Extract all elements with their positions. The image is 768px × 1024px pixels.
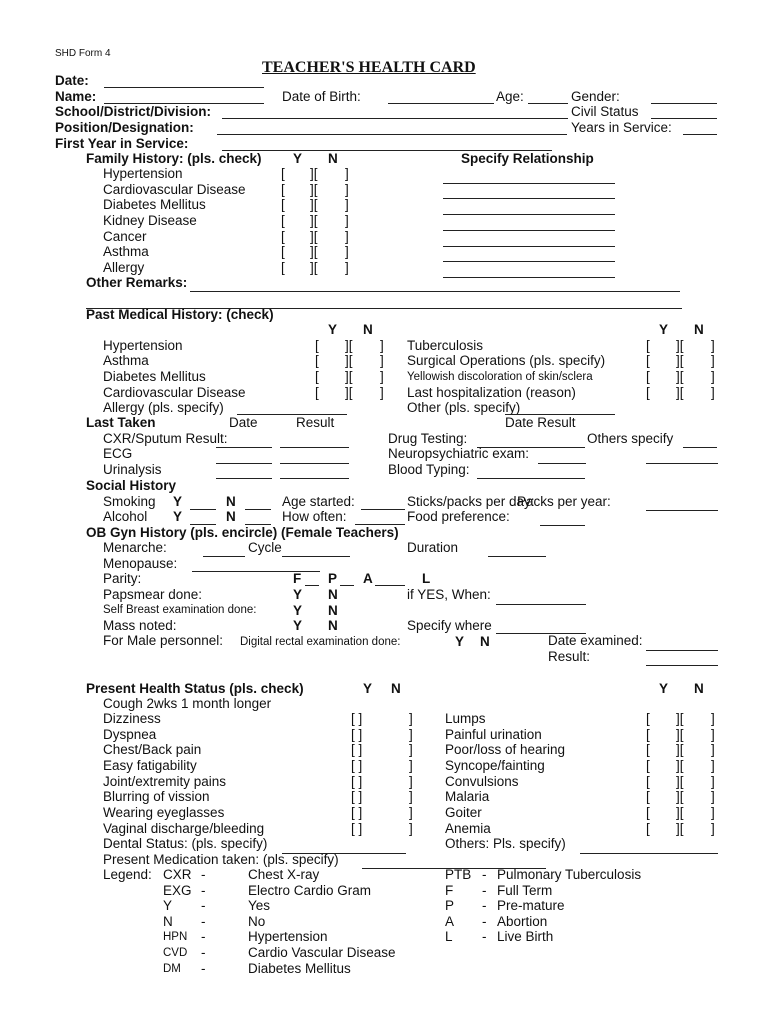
checkbox-mid[interactable]: ][ <box>345 353 353 368</box>
relationship-field[interactable] <box>443 277 615 278</box>
family-y-header: Y <box>293 151 303 166</box>
mass-n[interactable]: N <box>328 618 338 633</box>
legend-abbr: A <box>445 914 455 929</box>
past-n-header: N <box>363 322 373 337</box>
checkbox-open[interactable]: [ <box>646 805 650 820</box>
cycle-label: Cycle <box>248 540 282 555</box>
checkbox-open[interactable]: [ <box>646 727 650 742</box>
menarche-field[interactable] <box>203 556 245 557</box>
others-field-2[interactable] <box>646 463 718 464</box>
others-specify-label: Others specify <box>587 431 674 446</box>
checkbox-open[interactable]: [ <box>281 244 285 259</box>
legend-dash: - <box>201 898 206 913</box>
legend-abbr: L <box>445 929 453 944</box>
checkbox-mid[interactable]: ][ <box>310 197 318 212</box>
checkbox-y[interactable]: [ ] <box>351 727 363 742</box>
family-item: Asthma <box>103 244 149 259</box>
parity-a-field[interactable] <box>375 585 405 586</box>
present-item-right: Anemia <box>445 821 491 836</box>
dental-status-label: Dental Status: (pls. specify) <box>103 836 268 851</box>
family-specify-header: Specify Relationship <box>461 151 594 166</box>
parity-l[interactable]: L <box>422 571 431 586</box>
last-taken-item: Urinalysis <box>103 462 162 477</box>
checkbox-close[interactable]: ] <box>711 369 715 384</box>
dob-field[interactable] <box>388 103 494 104</box>
checkbox-y[interactable]: [ ] <box>351 711 363 726</box>
if-yes-field[interactable] <box>496 604 586 605</box>
legend-def: Pre-mature <box>497 898 565 913</box>
self-breast-n[interactable]: N <box>328 603 338 618</box>
present-item-right: Poor/loss of hearing <box>445 742 566 757</box>
self-breast-label: Self Breast examination done: <box>103 604 257 616</box>
menarche-label: Menarche: <box>103 540 167 555</box>
present-item: Wearing eyeglasses <box>103 805 225 820</box>
papsmear-label: Papsmear done: <box>103 587 203 602</box>
legend-dash: - <box>201 961 206 976</box>
checkbox-close[interactable]: ] <box>711 742 715 757</box>
alcohol-label: Alcohol <box>103 509 148 524</box>
papsmear-n[interactable]: N <box>328 587 338 602</box>
checkbox-y[interactable]: [ ] <box>351 821 363 836</box>
last-taken-date-header: Date <box>229 415 258 430</box>
checkbox-mid[interactable]: ][ <box>676 742 684 757</box>
checkbox-close[interactable]: ] <box>380 338 384 353</box>
legend-dash: - <box>482 914 487 929</box>
checkbox-open[interactable]: [ <box>646 742 650 757</box>
papsmear-y[interactable]: Y <box>293 587 303 602</box>
family-n-header: N <box>328 151 338 166</box>
present-item-right: Painful urination <box>445 727 542 742</box>
legend-dash: - <box>482 867 487 882</box>
duration-label: Duration <box>407 540 459 555</box>
parity-p[interactable]: P <box>328 571 338 586</box>
checkbox-close[interactable]: ] <box>711 821 715 836</box>
present-item: Dyspnea <box>103 727 157 742</box>
checkbox-y[interactable]: [ ] <box>351 805 363 820</box>
present-y-header: Y <box>363 681 373 696</box>
present-item-right: Goiter <box>445 805 482 820</box>
checkbox-close[interactable]: ] <box>409 821 413 836</box>
relationship-field[interactable] <box>443 230 615 231</box>
checkbox-close[interactable]: ] <box>345 166 349 181</box>
medication-label: Present Medication taken: (pls. specify) <box>103 852 339 867</box>
present-item-right: Lumps <box>445 711 486 726</box>
legend-abbr: Y <box>163 898 173 913</box>
legend-abbr: PTB <box>445 867 472 882</box>
legend-def: Diabetes Mellitus <box>248 961 351 976</box>
checkbox-open[interactable]: [ <box>281 229 285 244</box>
checkbox-open[interactable]: [ <box>646 385 650 400</box>
legend-abbr: CXR <box>163 867 192 882</box>
mass-noted-label: Mass noted: <box>103 618 177 633</box>
mass-y[interactable]: Y <box>293 618 303 633</box>
checkbox-close[interactable]: ] <box>711 338 715 353</box>
checkbox-mid[interactable]: ][ <box>310 182 318 197</box>
relationship-field[interactable] <box>443 246 615 247</box>
checkbox-open[interactable]: [ <box>646 821 650 836</box>
checkbox-close[interactable]: ] <box>409 711 413 726</box>
specify-where-label: Specify where <box>407 618 492 633</box>
checkbox-y[interactable]: [ ] <box>351 758 363 773</box>
past-item-right: Last hospitalization (reason) <box>407 385 576 400</box>
checkbox-open[interactable]: [ <box>646 711 650 726</box>
school-label: School/District/Division: <box>55 104 212 119</box>
checkbox-close[interactable]: ] <box>711 789 715 804</box>
family-item: Cardiovascular Disease <box>103 182 246 197</box>
checkbox-close[interactable]: ] <box>345 229 349 244</box>
legend-def: Full Term <box>497 883 553 898</box>
past-item: Allergy (pls. specify) <box>103 400 224 415</box>
last-taken-date-result-right: Date Result <box>505 415 576 430</box>
smoking-y-field[interactable] <box>190 509 216 510</box>
sticks-per-day-label: Sticks/packs per day: <box>407 494 535 509</box>
past-item-right: Yellowish discoloration of skin/sclera <box>407 371 593 383</box>
checkbox-open[interactable]: [ <box>281 197 285 212</box>
checkbox-close[interactable]: ] <box>711 774 715 789</box>
checkbox-close[interactable]: ] <box>409 774 413 789</box>
food-pref-label: Food preference: <box>407 509 510 524</box>
legend-def: Yes <box>248 898 271 913</box>
past-history-heading: Past Medical History: (check) <box>86 307 274 322</box>
checkbox-mid[interactable]: ][ <box>676 758 684 773</box>
checkbox-close[interactable]: ] <box>409 758 413 773</box>
form-id: SHD Form 4 <box>55 48 111 59</box>
packs-per-year-label: Packs per year: <box>517 494 611 509</box>
present-heading: Present Health Status (pls. check) <box>86 681 304 696</box>
past-n-header-right: N <box>694 322 704 337</box>
social-history-heading: Social History <box>86 478 177 493</box>
drug-testing-label: Drug Testing: <box>388 431 468 446</box>
legend-abbr: P <box>445 898 455 913</box>
checkbox-mid[interactable]: ][ <box>676 711 684 726</box>
checkbox-mid[interactable]: ][ <box>345 338 353 353</box>
legend-abbr: CVD <box>163 947 188 959</box>
checkbox-close[interactable]: ] <box>409 805 413 820</box>
present-item-right: Convulsions <box>445 774 519 789</box>
checkbox-mid[interactable]: ][ <box>310 213 318 228</box>
dre-label: Digital rectal examination done: <box>240 636 401 648</box>
checkbox-mid[interactable]: ][ <box>676 385 684 400</box>
legend-dash: - <box>201 929 206 944</box>
legend-def: Live Birth <box>497 929 554 944</box>
family-item: Cancer <box>103 229 147 244</box>
dre-result-label: Result: <box>548 649 591 664</box>
obgyn-heading: OB Gyn History (pls. encircle) (Female Teachers) <box>86 525 399 540</box>
present-item-right: Syncope/fainting <box>445 758 545 773</box>
name-label: Name: <box>55 89 97 104</box>
cycle-field[interactable] <box>282 556 350 557</box>
urinalysis-result-field[interactable] <box>280 478 349 479</box>
checkbox-close[interactable]: ] <box>409 742 413 757</box>
checkbox-close[interactable]: ] <box>711 711 715 726</box>
legend-def: No <box>248 914 266 929</box>
neuro-field[interactable] <box>538 463 586 464</box>
urinalysis-date-field[interactable] <box>216 478 272 479</box>
checkbox-open[interactable]: [ <box>646 758 650 773</box>
checkbox-open[interactable]: [ <box>281 260 285 275</box>
age-field[interactable] <box>528 103 568 104</box>
checkbox-mid[interactable]: ][ <box>676 353 684 368</box>
gender-field[interactable] <box>651 103 717 104</box>
family-history-heading: Family History: (pls. check) <box>86 151 262 166</box>
years-field[interactable] <box>683 134 717 135</box>
present-y-header-right: Y <box>659 681 669 696</box>
blood-typing-label: Blood Typing: <box>388 462 470 477</box>
present-item: Joint/extremity pains <box>103 774 227 789</box>
legend-def: Chest X-ray <box>248 867 320 882</box>
duration-field[interactable] <box>488 556 546 557</box>
checkbox-y[interactable]: [ ] <box>351 789 363 804</box>
checkbox-close[interactable]: ] <box>380 353 384 368</box>
present-item: Easy fatigability <box>103 758 197 773</box>
date-examined-label: Date examined: <box>548 633 643 648</box>
if-yes-label: if YES, When: <box>407 587 491 602</box>
last-taken-item: CXR/Sputum Result: <box>103 431 228 446</box>
checkbox-y[interactable]: [ ] <box>351 742 363 757</box>
neuro-label: Neuropsychiatric exam: <box>388 446 530 461</box>
position-label: Position/Designation: <box>55 120 194 135</box>
cxr-result-field[interactable] <box>280 447 349 448</box>
checkbox-close[interactable]: ] <box>711 727 715 742</box>
past-item-right: Tuberculosis <box>407 338 484 353</box>
parity-p-field[interactable] <box>340 585 354 586</box>
checkbox-close[interactable]: ] <box>711 385 715 400</box>
legend-def: Pulmonary Tuberculosis <box>497 867 642 882</box>
checkbox-close[interactable]: ] <box>345 260 349 275</box>
relationship-field[interactable] <box>443 261 615 262</box>
legend-def: Abortion <box>497 914 548 929</box>
parity-f[interactable]: F <box>293 571 302 586</box>
legend-def: Hypertension <box>248 929 328 944</box>
legend-dash: - <box>482 898 487 913</box>
dre-n[interactable]: N <box>480 634 490 649</box>
checkbox-close[interactable]: ] <box>345 197 349 212</box>
past-y-header-right: Y <box>659 322 669 337</box>
last-taken-item: ECG <box>103 446 133 461</box>
checkbox-close[interactable]: ] <box>711 805 715 820</box>
smoking-y[interactable]: Y <box>173 494 183 509</box>
date-label: Date: <box>55 73 89 88</box>
menopause-label: Menopause: <box>103 556 178 571</box>
present-n-header: N <box>391 681 401 696</box>
checkbox-open[interactable]: [ <box>646 338 650 353</box>
checkbox-close[interactable]: ] <box>345 182 349 197</box>
dob-label: Date of Birth: <box>282 89 361 104</box>
family-item: Hypertension <box>103 166 183 181</box>
present-item: Vaginal discharge/bleeding <box>103 821 265 836</box>
last-taken-result-header: Result <box>296 415 335 430</box>
age-started-label: Age started: <box>282 494 355 509</box>
parity-label: Parity: <box>103 571 142 586</box>
legend-abbr: HPN <box>163 931 188 943</box>
position-field[interactable] <box>217 134 567 135</box>
smoking-label: Smoking <box>103 494 156 509</box>
legend-dash: - <box>201 945 206 960</box>
years-label: Years in Service: <box>571 120 672 135</box>
legend-def: Electro Cardio Gram <box>248 883 372 898</box>
relationship-field[interactable] <box>443 214 615 215</box>
blood-typing-field[interactable] <box>477 478 585 479</box>
past-item: Hypertension <box>103 338 183 353</box>
legend-abbr: EXG <box>163 883 192 898</box>
legend-abbr: DM <box>163 963 181 975</box>
checkbox-close[interactable]: ] <box>345 244 349 259</box>
checkbox-mid[interactable]: ][ <box>676 338 684 353</box>
other-remarks-label: Other Remarks: <box>86 275 188 290</box>
ecg-date-field[interactable] <box>216 463 272 464</box>
legend-dash: - <box>482 883 487 898</box>
checkbox-open[interactable]: [ <box>646 774 650 789</box>
family-item: Diabetes Mellitus <box>103 197 206 212</box>
checkbox-mid[interactable]: ][ <box>310 229 318 244</box>
legend-def: Cardio Vascular Disease <box>248 945 396 960</box>
checkbox-open[interactable]: [ <box>315 338 319 353</box>
relationship-field[interactable] <box>443 198 615 199</box>
legend-dash: - <box>201 883 206 898</box>
checkbox-mid[interactable]: ][ <box>345 369 353 384</box>
packs-per-year-field[interactable] <box>646 510 718 511</box>
legend-dash: - <box>201 867 206 882</box>
other-remarks-field[interactable] <box>190 291 680 292</box>
others-present-field[interactable] <box>580 853 718 854</box>
past-y-header: Y <box>328 322 338 337</box>
checkbox-mid[interactable]: ][ <box>676 369 684 384</box>
checkbox-close[interactable]: ] <box>345 213 349 228</box>
male-personnel-label: For Male personnel: <box>103 633 224 648</box>
checkbox-open[interactable]: [ <box>646 369 650 384</box>
checkbox-open[interactable]: [ <box>315 353 319 368</box>
last-taken-heading: Last Taken <box>86 415 156 430</box>
checkbox-open[interactable]: [ <box>646 353 650 368</box>
dre-result-field[interactable] <box>646 665 718 666</box>
checkbox-open[interactable]: [ <box>281 182 285 197</box>
legend-dash: - <box>201 914 206 929</box>
ecg-result-field[interactable] <box>280 463 349 464</box>
present-item-right: Malaria <box>445 789 490 804</box>
civil-status-field[interactable] <box>651 118 717 119</box>
checkbox-mid[interactable]: ][ <box>310 166 318 181</box>
past-item-right: Other (pls. specify) <box>407 400 521 415</box>
school-field[interactable] <box>222 118 568 119</box>
gender-label: Gender: <box>571 89 620 104</box>
legend-dash: - <box>482 929 487 944</box>
relationship-field[interactable] <box>443 183 615 184</box>
checkbox-close[interactable]: ] <box>380 385 384 400</box>
checkbox-open[interactable]: [ <box>646 789 650 804</box>
past-item: Cardiovascular Disease <box>103 385 246 400</box>
past-item: Asthma <box>103 353 149 368</box>
checkbox-close[interactable]: ] <box>409 789 413 804</box>
legend-abbr: F <box>445 883 454 898</box>
checkbox-mid[interactable]: ][ <box>676 821 684 836</box>
family-item: Allergy <box>103 260 145 275</box>
checkbox-open[interactable]: [ <box>281 213 285 228</box>
cxr-date-field[interactable] <box>216 447 272 448</box>
food-pref-field[interactable] <box>540 525 585 526</box>
checkbox-open[interactable]: [ <box>281 166 285 181</box>
alcohol-n[interactable]: N <box>226 509 236 524</box>
checkbox-y[interactable]: [ ] <box>351 774 363 789</box>
checkbox-mid[interactable]: ][ <box>310 244 318 259</box>
how-often-label: How often: <box>282 509 347 524</box>
age-started-field[interactable] <box>361 509 405 510</box>
checkbox-close[interactable]: ] <box>409 727 413 742</box>
smoking-n[interactable]: N <box>226 494 236 509</box>
legend-abbr: N <box>163 914 173 929</box>
page-title: TEACHER'S HEALTH CARD <box>262 59 476 76</box>
checkbox-close[interactable]: ] <box>711 758 715 773</box>
checkbox-mid[interactable]: ][ <box>676 727 684 742</box>
self-breast-y[interactable]: Y <box>293 603 303 618</box>
parity-a[interactable]: A <box>363 571 373 586</box>
date-examined-field[interactable] <box>646 650 718 651</box>
checkbox-mid[interactable]: ][ <box>676 774 684 789</box>
checkbox-open[interactable]: [ <box>315 369 319 384</box>
others-specify-present-label: Others: Pls. specify) <box>445 836 566 851</box>
date-field[interactable] <box>104 87 264 88</box>
checkbox-mid[interactable]: ][ <box>345 385 353 400</box>
present-n-header-right: N <box>694 681 704 696</box>
others-specify-field[interactable] <box>683 447 717 448</box>
family-item: Kidney Disease <box>103 213 197 228</box>
alcohol-y[interactable]: Y <box>173 509 183 524</box>
dre-y[interactable]: Y <box>455 634 465 649</box>
checkbox-open[interactable]: [ <box>315 385 319 400</box>
present-item: Dizziness <box>103 711 161 726</box>
past-item: Diabetes Mellitus <box>103 369 206 384</box>
present-item: Blurring of vission <box>103 789 210 804</box>
civil-status-label: Civil Status <box>571 104 639 119</box>
present-item: Chest/Back pain <box>103 742 202 757</box>
cough-label: Cough 2wks 1 month longer <box>103 696 272 711</box>
checkbox-mid[interactable]: ][ <box>676 789 684 804</box>
first-year-label: First Year in Service: <box>55 136 189 151</box>
legend-label: Legend: <box>103 867 152 882</box>
smoking-n-field[interactable] <box>245 509 271 510</box>
checkbox-close[interactable]: ] <box>380 369 384 384</box>
age-label: Age: <box>496 89 524 104</box>
checkbox-close[interactable]: ] <box>711 353 715 368</box>
checkbox-mid[interactable]: ][ <box>310 260 318 275</box>
checkbox-mid[interactable]: ][ <box>676 805 684 820</box>
parity-f-field[interactable] <box>305 585 319 586</box>
past-item-right: Surgical Operations (pls. specify) <box>407 353 606 368</box>
